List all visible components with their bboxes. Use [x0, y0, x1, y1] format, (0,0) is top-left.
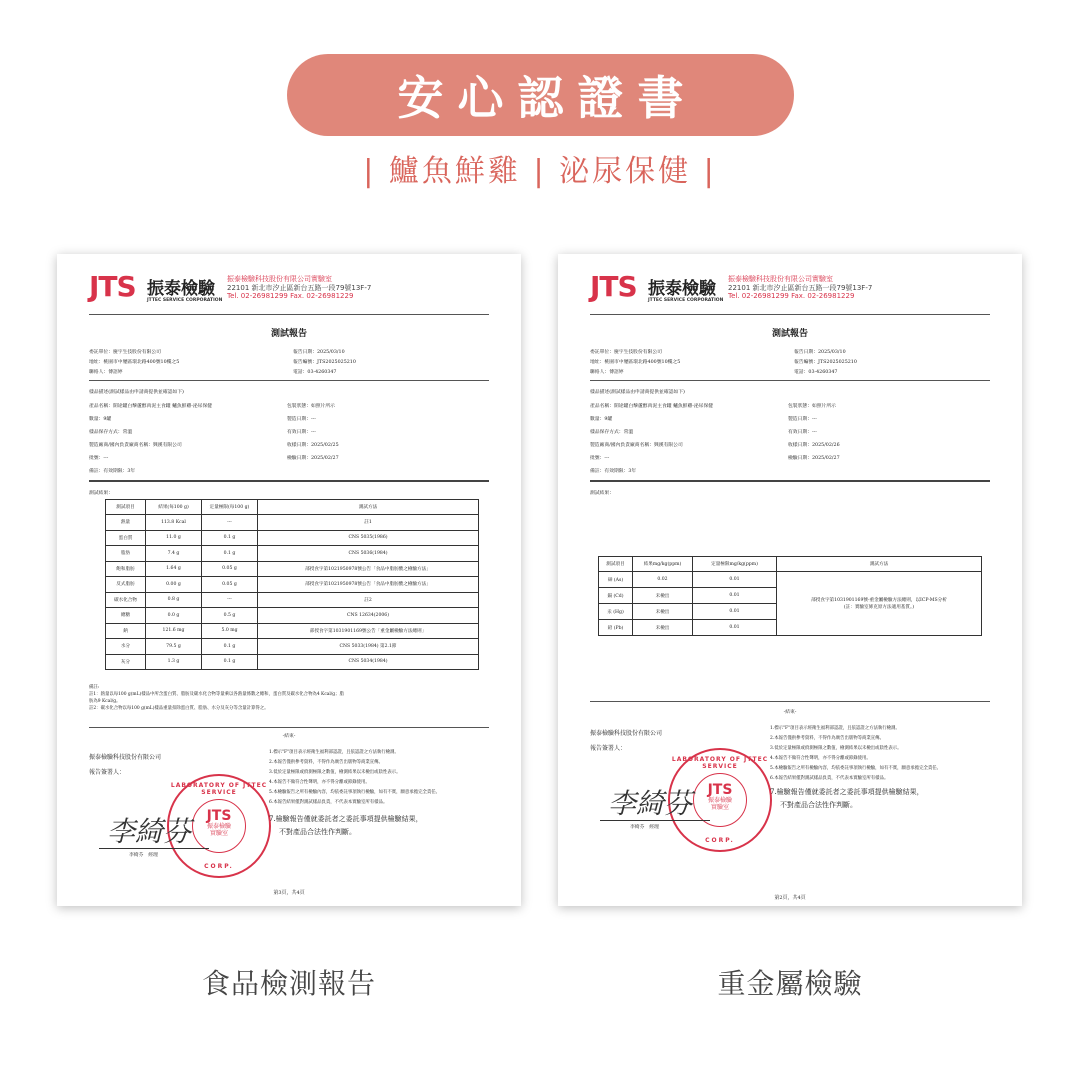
- final-note-2: 不對產品合法性作判斷。: [279, 828, 356, 836]
- signature: 李綺芬: [107, 815, 192, 848]
- report-no: 報告編號：JTS2025025210: [794, 360, 857, 365]
- table-cell: 79.5 g: [146, 639, 202, 655]
- report-title: 測試報告: [771, 329, 808, 339]
- stamp-logo: JTS: [707, 782, 733, 798]
- table-cell: 部授食字第1021950978號公告「食品中脂肪酸之檢驗方法」: [258, 561, 479, 577]
- table-cell: ---: [202, 515, 258, 531]
- stamp-line1: 振泰檢驗: [206, 823, 231, 830]
- stamp-line2: 實驗室: [710, 804, 729, 811]
- table-row: [106, 530, 479, 546]
- recv-date: 收樣日期：2025/02/25: [287, 443, 339, 448]
- divider: [89, 727, 489, 728]
- disclaimer-item: 1.標示"F"項目表示經衛生福利部認證，且依認證之方法執行檢測。: [269, 750, 399, 755]
- table-cell: 1.3 g: [146, 654, 202, 670]
- report-header: [590, 272, 1010, 306]
- disclaimers: [269, 748, 440, 808]
- table-cell: CNS 12634(2006): [258, 608, 479, 624]
- maker: 製造廠商/國內負責廠商名稱：興漢有限公司: [590, 443, 683, 448]
- signature-line: [600, 820, 710, 821]
- table-cell: 未檢出: [633, 588, 693, 604]
- table-cell: 0.05 g: [202, 577, 258, 593]
- table-header-row: [599, 557, 982, 572]
- table-cell: 未檢出: [633, 620, 693, 636]
- signer-name: 李綺芬 經理: [630, 825, 659, 830]
- method-cell: [777, 572, 982, 636]
- report-header: [89, 272, 509, 306]
- signer-label: 報告簽署人：: [590, 745, 627, 752]
- disclaimer-item: 2.本報告僅供參考資料，不得作為廣告出版物等商業宣傳。: [269, 760, 383, 765]
- maker: 製造廠商/國內負責廠商名稱：興漢有限公司: [89, 443, 182, 448]
- end-mark: -結束-: [783, 710, 797, 715]
- table-row: [106, 561, 479, 577]
- exp-date: 有效日期：---: [788, 430, 817, 435]
- test-date: 檢驗日期：2025/02/27: [788, 456, 840, 461]
- divider: [89, 314, 489, 315]
- divider: [89, 480, 489, 482]
- stamp-arc-top: LABORATORY OF JTTEC SERVICE: [671, 756, 769, 770]
- table-row: [106, 592, 479, 608]
- product-name: 產品名稱：開途罐白藜蘆醇肉泥主食罐 鱸魚鮮雞-泌尿保健: [590, 404, 714, 409]
- table-cell: 未檢出: [633, 604, 693, 620]
- final-note-2: 不對產品合法性作判斷。: [780, 801, 857, 809]
- column-header: 結果(每100 g): [146, 500, 202, 515]
- table-cell: 註2: [258, 592, 479, 608]
- mfg-date: 製造日期：---: [287, 417, 316, 422]
- page-number: 第3頁，共4頁: [273, 890, 305, 896]
- company-name: 振泰檢驗: [147, 279, 215, 299]
- company-lab: 振泰檢驗科技股份有限公司實驗室: [728, 275, 833, 283]
- company-tel: Tel. 02-26981299 Fax. 02-26981229: [227, 292, 354, 300]
- contact: 聯絡人：傅語婷: [89, 370, 123, 375]
- signer-label: 報告簽署人：: [89, 769, 126, 776]
- report-date: 報告日期：2025/03/10: [293, 350, 345, 355]
- table-cell: 0.0 g: [146, 608, 202, 624]
- table-cell: 0.8 g: [146, 592, 202, 608]
- results-label: 測試結果：: [89, 491, 113, 496]
- lab-company: 振泰檢驗科技股份有限公司: [590, 730, 663, 737]
- table-cell: 0.01: [693, 572, 777, 588]
- table-cell: 總糖: [106, 608, 146, 624]
- report-no: 報告編號：JTS2025025210: [293, 360, 356, 365]
- client-address: 地址：桃園市中壢區環北路400號10樓之5: [89, 360, 180, 365]
- table-cell: 0.1 g: [202, 546, 258, 562]
- divider: [89, 380, 489, 381]
- end-mark: -結束-: [282, 734, 296, 739]
- page-number: 第2頁，共4頁: [774, 895, 806, 901]
- table-cell: 熱量: [106, 515, 146, 531]
- disclaimer-item: 6.本報告結果僅對測試樣品負責，不代表本實驗室所有樣品。: [269, 800, 388, 805]
- divider: [590, 701, 990, 702]
- table-cell: 0.1 g: [202, 654, 258, 670]
- table-cell: 蛋白質: [106, 530, 146, 546]
- sample-info: 樣品描述(測試樣品由申請商提供並確認如下): [590, 390, 685, 395]
- quantity: 數量：9罐: [89, 417, 112, 422]
- client: 委託單位：慶宇生技股份有限公司: [590, 350, 662, 355]
- table-cell: 部授食字第1031901169號公告「重金屬檢驗方法總則」: [258, 623, 479, 639]
- table-cell: 0.01: [693, 588, 777, 604]
- contact: 聯絡人：傅語婷: [590, 370, 624, 375]
- table-cell: 0.02: [633, 572, 693, 588]
- table-cell: 0.01: [693, 604, 777, 620]
- table-cell: ---: [202, 592, 258, 608]
- stamp-inner: [192, 799, 246, 853]
- table-cell: 0.1 g: [202, 530, 258, 546]
- table-cell: CNS 5033(1984) 第2.1節: [258, 639, 479, 655]
- disclaimer-item: 3.低於定量極限或偵測極限之數值，檢測結果以未檢出或陰性表示。: [770, 746, 902, 751]
- table-cell: 0.00 g: [146, 577, 202, 593]
- company-name-en: JTTEC SERVICE CORPORATION: [147, 298, 223, 303]
- test-date: 檢驗日期：2025/02/27: [287, 456, 339, 461]
- disclaimer-item: 5.本檢驗報告之所有檢驗內容，均依委託事項執行檢驗，如有不實，願意承擔完全責任。: [770, 766, 942, 771]
- table-cell: 碳水化合物: [106, 592, 146, 608]
- table-header-row: [106, 500, 479, 515]
- page-title: 安心認證書: [397, 71, 698, 125]
- stamp-arc-top: LABORATORY OF JTTEC SERVICE: [170, 782, 268, 796]
- recv-date: 收樣日期：2025/02/26: [788, 443, 840, 448]
- remark: 備註：有效期限：3年: [89, 469, 136, 474]
- note-line: 備註:: [89, 685, 100, 690]
- table-row: [106, 546, 479, 562]
- table-cell: CNS 5036(1984): [258, 546, 479, 562]
- stamp-line1: 振泰檢驗: [707, 797, 732, 804]
- disclaimer-item: 5.本檢驗報告之所有檢驗內容，均依委託事項執行檢驗，如有不實，願意承擔完全責任。: [269, 790, 441, 795]
- table-cell: 脂肪: [106, 546, 146, 562]
- table-cell: 灰分: [106, 654, 146, 670]
- note-line: 註1：熱量以每100 g(mL)樣品中所含蛋白質、脂肪及碳水化合物等量乘以各熱量係數之總和，蛋白質及碳水化合物為4 Kcal/g；脂: [89, 692, 344, 697]
- disclaimer-item: 3.低於定量極限或偵測極限之數值，檢測結果以未檢出或陰性表示。: [269, 770, 401, 775]
- stamp-line2: 實驗室: [209, 830, 228, 837]
- table-cell: 飽和脂肪: [106, 561, 146, 577]
- table-cell: 鉛 (Pb): [599, 620, 633, 636]
- table-cell: 鈉: [106, 623, 146, 639]
- column-header: 定量極限(每100 g): [202, 500, 258, 515]
- stamp-arc-bottom: CORP.: [204, 863, 234, 870]
- heavy-metal-table: [598, 556, 982, 636]
- method-text: 部授食字第1031901169號-重金屬檢驗方法總則，以ICP-MS分析: [811, 597, 947, 603]
- table-cell: 0.1 g: [202, 639, 258, 655]
- table-row: [106, 577, 479, 593]
- storage: 樣品保存方式：常溫: [89, 430, 133, 435]
- final-note: 7.檢驗報告僅就委託者之委託事項提供檢驗結果，: [770, 788, 924, 796]
- disclaimer-item: 2.本報告僅供參考資料，不得作為廣告出版物等商業宣傳。: [770, 736, 884, 741]
- company-address: 22101 新北市汐止區新台五路一段79號13F-7: [728, 284, 873, 292]
- table-cell: 反式脂肪: [106, 577, 146, 593]
- divider: [590, 480, 990, 482]
- table-cell: 汞 (Hg): [599, 604, 633, 620]
- disclaimers: [770, 724, 941, 784]
- disclaimer-item: 4.本報告不做符合性聲明，亦不得分離或節錄使用。: [770, 756, 871, 761]
- report-title: 測試報告: [270, 329, 307, 339]
- title-banner: [287, 54, 794, 136]
- signature: 李綺芬: [608, 787, 693, 820]
- remark: 備註：有效期限：3年: [590, 469, 637, 474]
- table-row: [106, 608, 479, 624]
- divider: [590, 314, 990, 315]
- quantity: 數量：9罐: [590, 417, 613, 422]
- stamp-logo: JTS: [206, 808, 232, 824]
- table-cell: 鎘 (Cd): [599, 588, 633, 604]
- caption-food-test: 食品檢測報告: [201, 967, 376, 1000]
- phone: 電話：03-4260347: [794, 370, 838, 375]
- disclaimer-item: 4.本報告不做符合性聲明，亦不得分離或節錄使用。: [269, 780, 370, 785]
- heavy-metal-report: [558, 254, 1022, 906]
- caption-heavy-metal: 重金屬檢驗: [717, 967, 863, 1000]
- final-note: 7.檢驗報告僅就委託者之委託事項提供檢驗結果，: [269, 815, 423, 823]
- disclaimer-item: 6.本報告結果僅對測試樣品負責，不代表本實驗室所有樣品。: [770, 776, 889, 781]
- table-cell: 水分: [106, 639, 146, 655]
- mfg-date: 製造日期：---: [788, 417, 817, 422]
- phone: 電話：03-4260347: [293, 370, 337, 375]
- table-cell: CNS 5035(1986): [258, 530, 479, 546]
- company-name: 振泰檢驗: [648, 279, 716, 299]
- lot: 批號：---: [590, 456, 610, 461]
- stamp-inner: [693, 773, 747, 827]
- table-row: [106, 623, 479, 639]
- client-address: 地址：桃園市中壢區環北路400號10樓之5: [590, 360, 681, 365]
- results-label: 測試結果：: [590, 491, 614, 496]
- storage: 樣品保存方式：常溫: [590, 430, 634, 435]
- jts-logo: JTS: [89, 270, 136, 303]
- table-cell: 註1: [258, 515, 479, 531]
- column-header: 結果mg/kg(ppm): [633, 557, 693, 572]
- lab-company: 振泰檢驗科技股份有限公司: [89, 754, 162, 761]
- lot: 批號：---: [89, 456, 109, 461]
- table-cell: 7.4 g: [146, 546, 202, 562]
- jts-logo: JTS: [590, 270, 637, 303]
- table-cell: 0.01: [693, 620, 777, 636]
- notes: [89, 684, 344, 712]
- packing: 包裝狀態：如照片所示: [287, 404, 335, 409]
- table-row: [106, 639, 479, 655]
- stamp-arc-bottom: CORP.: [705, 837, 735, 844]
- column-header: 定量極限mg/kg(ppm): [693, 557, 777, 572]
- table-cell: 部授食字第1021950978號公告「食品中脂肪酸之檢驗方法」: [258, 577, 479, 593]
- note-line: 肪為9 Kcal/g。: [89, 699, 121, 704]
- page-subtitle: | 鱸魚鮮雞 | 泌尿保健 |: [363, 154, 717, 189]
- signer-name: 李綺芬 經理: [129, 853, 158, 858]
- table-cell: CNS 5034(1984): [258, 654, 479, 670]
- company-address: 22101 新北市汐止區新台五路一段79號13F-7: [227, 284, 372, 292]
- table-row: [599, 572, 982, 588]
- sample-info: 樣品描述(測試樣品由申請商提供並確認如下): [89, 390, 184, 395]
- report-date: 報告日期：2025/03/10: [794, 350, 846, 355]
- divider: [590, 380, 990, 381]
- column-header: 測試項目: [599, 557, 633, 572]
- company-lab: 振泰檢驗科技股份有限公司實驗室: [227, 275, 332, 283]
- product-name: 產品名稱：開途罐白藜蘆醇肉泥主食罐 鱸魚鮮雞-泌尿保健: [89, 404, 213, 409]
- column-header: 測試方法: [258, 500, 479, 515]
- food-test-report: [57, 254, 521, 906]
- table-cell: 1.64 g: [146, 561, 202, 577]
- packing: 包裝狀態：如照片所示: [788, 404, 836, 409]
- note-line: 註2：碳水化合物以每100 g(mL)樣品重量扣除蛋白質、脂肪、水分及灰分等含量計算得之。: [89, 706, 269, 711]
- column-header: 測試方法: [777, 557, 982, 572]
- disclaimer-item: 1.標示"F"項目表示經衛生福利部認證，且依認證之方法執行檢測。: [770, 726, 900, 731]
- client: 委託單位：慶宇生技股份有限公司: [89, 350, 161, 355]
- exp-date: 有效日期：---: [287, 430, 316, 435]
- table-row: [106, 654, 479, 670]
- company-tel: Tel. 02-26981299 Fax. 02-26981229: [728, 292, 855, 300]
- table-cell: 0.5 g: [202, 608, 258, 624]
- table-cell: 0.05 g: [202, 561, 258, 577]
- table-cell: 5.0 mg: [202, 623, 258, 639]
- method-note: (註：實驗室條克原方法適用基質。): [843, 604, 915, 610]
- table-row: [106, 515, 479, 531]
- table-cell: 113.8 Kcal: [146, 515, 202, 531]
- company-name-en: JTTEC SERVICE CORPORATION: [648, 298, 724, 303]
- table-cell: 121.6 mg: [146, 623, 202, 639]
- table-cell: 11.0 g: [146, 530, 202, 546]
- nutrition-table: [105, 499, 479, 670]
- signature-line: [99, 848, 209, 849]
- column-header: 測試項目: [106, 500, 146, 515]
- table-cell: 砷 (As): [599, 572, 633, 588]
